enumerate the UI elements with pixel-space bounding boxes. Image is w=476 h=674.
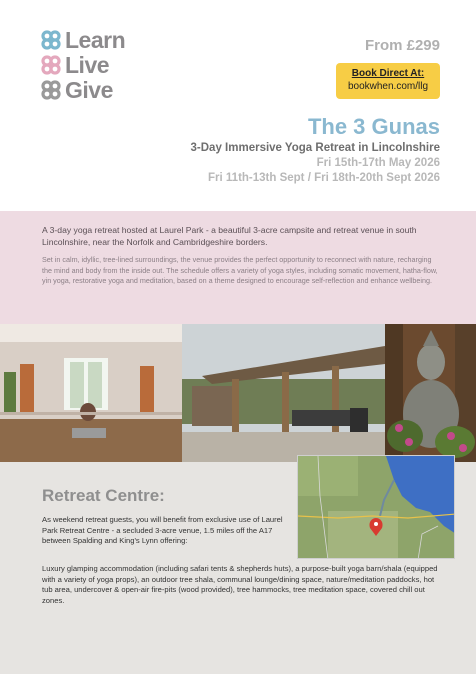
logo-row-learn — [40, 27, 160, 52]
event-title: The 3 Gunas — [307, 114, 440, 139]
intro-lead-text: A 3-day yoga retreat hosted at Laurel Park - a beautiful 3-acre campsite and retreat venue in south Lincolnshire, near the Norfolk and Cambridgeshire borders. — [42, 225, 417, 247]
buddha-statue-photo — [385, 324, 476, 462]
pink-knot-icon — [40, 54, 62, 76]
retreat-centre-section — [0, 462, 476, 674]
logo-word-live: Live — [65, 51, 110, 78]
event-dates-may: Fri 15th-17th May 2026 — [316, 157, 440, 169]
grey-knot-icon — [40, 79, 62, 101]
book-direct-label: Book Direct At: — [351, 68, 425, 79]
event-subtitle: 3-Day Immersive Yoga Retreat in Lincolnshire — [190, 142, 440, 154]
retreat-intro-text: As weekend retreat guests, you will benefit from exclusive use of Laurel Park Retreat Centre - a secluded 3-acre venue, 1.5 miles off the A17 between Spalding and King's Lynn offering: — [42, 515, 283, 545]
logo-row-give — [40, 77, 160, 102]
outdoor-shelter-photo — [182, 324, 385, 462]
intro-body-text: Set in calm, idyllic, tree-lined surroundings, the venue provides the perfect opportunity to reconnect with nature, recharging the mind and body from the inside out. The schedule offers a variety of yoga styles, including somatic movement, hatha-flow, yin yoga, restorative yoga and meditation, based on a theme designed to encourage self-reflection and enhance wellbeing. — [42, 255, 438, 285]
logo-word-give: Give — [65, 76, 113, 103]
event-dates-september: Fri 11th-13th Sept / Fri 18th-20th Sept 2026 — [208, 172, 440, 184]
retreat-facilities-text: Luxury glamping accommodation (including safari tents & shepherds huts), a purpose-built yoga barn/shala (equipped with a variety of yoga props), an outdoor tree shala, communal lounge/dining space, nature/meditation paddocks, hot tub area, undercover & open-air fire-pits (wood provided), tree hammocks, tree meditation space, covered chill out zones. — [42, 564, 438, 605]
blue-knot-icon — [40, 29, 62, 51]
learn-live-give-logo — [40, 27, 160, 102]
intro-section — [0, 211, 476, 324]
location-map[interactable] — [297, 455, 455, 559]
retreat-centre-heading: Retreat Centre: — [42, 486, 165, 505]
logo-word-learn: Learn — [65, 26, 126, 53]
booking-link[interactable]: bookwhen.com/llg — [347, 81, 429, 92]
book-direct-box[interactable] — [336, 63, 440, 99]
price-label: From £299 — [364, 37, 440, 54]
logo-row-live — [40, 52, 160, 77]
yoga-barn-photo — [0, 324, 182, 462]
photo-strip — [0, 324, 476, 462]
